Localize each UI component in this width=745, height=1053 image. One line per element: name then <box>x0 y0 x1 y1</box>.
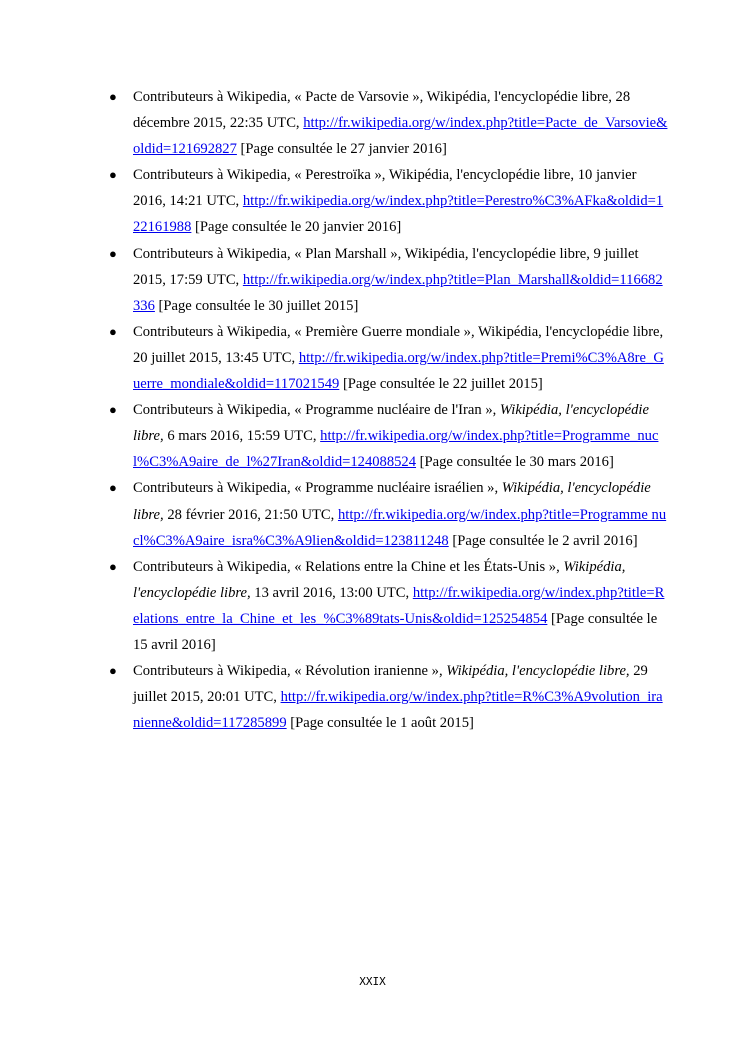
reference-date: 29 juillet 2015, 20:01 UTC, <box>133 663 648 706</box>
reference-date: 6 mars 2016, 15:59 UTC, <box>163 428 321 445</box>
reference-link[interactable]: http://fr.wikipedia.org/w/index.php?title=Relations_entre_la_Chine_et_les_%C3%89tats-Unis&oldid=125254854 <box>133 584 665 627</box>
reference-prefix: Contributeurs à Wikipedia, « Relations entre la Chine et les États-Unis », <box>133 558 564 575</box>
reference-source: Wikipédia, l'encyclopédie libre, <box>133 480 651 523</box>
reference-date: , 20 juillet 2015, 13:45 UTC, <box>133 323 664 366</box>
reference-item <box>109 475 669 553</box>
reference-source: Wikipédia, l'encyclopédie libre, <box>446 663 630 680</box>
reference-link[interactable]: http://fr.wikipedia.org/w/index.php?title=Premi%C3%A8re_Guerre_mondiale&oldid=117021549 <box>133 349 664 393</box>
reference-item <box>109 397 669 475</box>
reference-prefix: Contributeurs à Wikipedia, « Première Guerre mondiale », <box>133 323 478 340</box>
reference-source: Wikipédia, l'encyclopédie libre <box>426 89 609 105</box>
reference-item <box>109 658 669 736</box>
bullet-icon: ● <box>109 167 117 183</box>
bullet-icon: ● <box>109 402 117 418</box>
reference-link[interactable]: http://fr.wikipedia.org/w/index.php?title=R%C3%A9volution_iranienne&oldid=117285899 <box>133 689 663 732</box>
bullet-icon: ● <box>109 245 117 261</box>
reference-prefix: Contributeurs à Wikipedia, « Perestroïka », <box>133 167 389 184</box>
reference-list <box>109 84 669 736</box>
reference-link[interactable]: http://fr.wikipedia.org/w/index.php?title=Perestro%C3%AFka&oldid=122161988 <box>133 193 664 236</box>
reference-prefix: Contributeurs à Wikipedia, « Plan Marshall », <box>133 245 405 262</box>
reference-source: Wikipédia, l'encyclopédie libre, <box>133 402 649 445</box>
reference-item <box>109 84 669 162</box>
reference-source: Wikipédia, l'encyclopédie libre <box>388 167 571 184</box>
reference-prefix: Contributeurs à Wikipedia, « Pacte de Varsovie », <box>133 89 427 105</box>
reference-item <box>109 241 669 319</box>
reference-item <box>109 162 669 240</box>
reference-link[interactable]: http://fr.wikipedia.org/w/index.php?title=Plan_Marshall&oldid=116682336 <box>133 271 663 314</box>
reference-date: , 9 juillet 2015, 17:59 UTC, <box>133 245 639 288</box>
reference-prefix: Contributeurs à Wikipedia, « Programme nucléaire israélien », <box>133 480 502 497</box>
page-number: XXIX <box>359 975 386 988</box>
reference-consulted: [Page consultée le 30 mars 2016] <box>416 454 614 471</box>
bullet-icon: ● <box>109 323 117 339</box>
reference-date: 28 février 2016, 21:50 UTC, <box>163 506 338 523</box>
reference-source: Wikipédia, l'encyclopédie libre, <box>133 558 626 601</box>
reference-link[interactable]: http://fr.wikipedia.org/w/index.php?title=Pacte_de_Varsovie&oldid=121692827 <box>133 115 668 158</box>
bullet-icon: ● <box>109 663 117 679</box>
reference-consulted: [Page consultée le 15 avril 2016] <box>133 610 658 653</box>
reference-prefix: Contributeurs à Wikipedia, « Révolution iranienne », <box>133 663 447 680</box>
bullet-icon: ● <box>109 558 117 574</box>
bullet-icon: ● <box>109 89 117 104</box>
reference-consulted: [Page consultée le 20 janvier 2016] <box>191 219 402 236</box>
reference-consulted: [Page consultée le 30 juillet 2015] <box>154 297 359 314</box>
reference-consulted: [Page consultée le 1 août 2015] <box>286 715 474 732</box>
reference-date: , 10 janvier 2016, 14:21 UTC, <box>133 167 637 210</box>
bullet-icon: ● <box>109 480 117 496</box>
reference-link[interactable]: http://fr.wikipedia.org/w/index.php?title=Programme nucl%C3%A9aire_isra%C3%A9lien&oldid=123811248 <box>133 506 667 549</box>
reference-date: , 28 décembre 2015, 22:35 UTC, <box>133 89 631 132</box>
reference-consulted: [Page consultée le 22 juillet 2015] <box>339 376 543 393</box>
reference-prefix: Contributeurs à Wikipedia, « Programme nucléaire de l'Iran », <box>133 402 500 419</box>
reference-source: Wikipédia, l'encyclopédie libre <box>404 245 587 262</box>
reference-source: Wikipédia, l'encyclopédie libre <box>477 323 660 340</box>
reference-consulted: [Page consultée le 2 avril 2016] <box>448 532 638 549</box>
reference-consulted: [Page consultée le 27 janvier 2016] <box>236 141 447 158</box>
reference-item <box>109 319 669 397</box>
reference-link[interactable]: http://fr.wikipedia.org/w/index.php?title=Programme_nucl%C3%A9aire_de_l%27Iran&oldid=124088524 <box>133 428 659 471</box>
reference-item <box>109 554 669 658</box>
reference-date: 13 avril 2016, 13:00 UTC, <box>250 584 413 601</box>
